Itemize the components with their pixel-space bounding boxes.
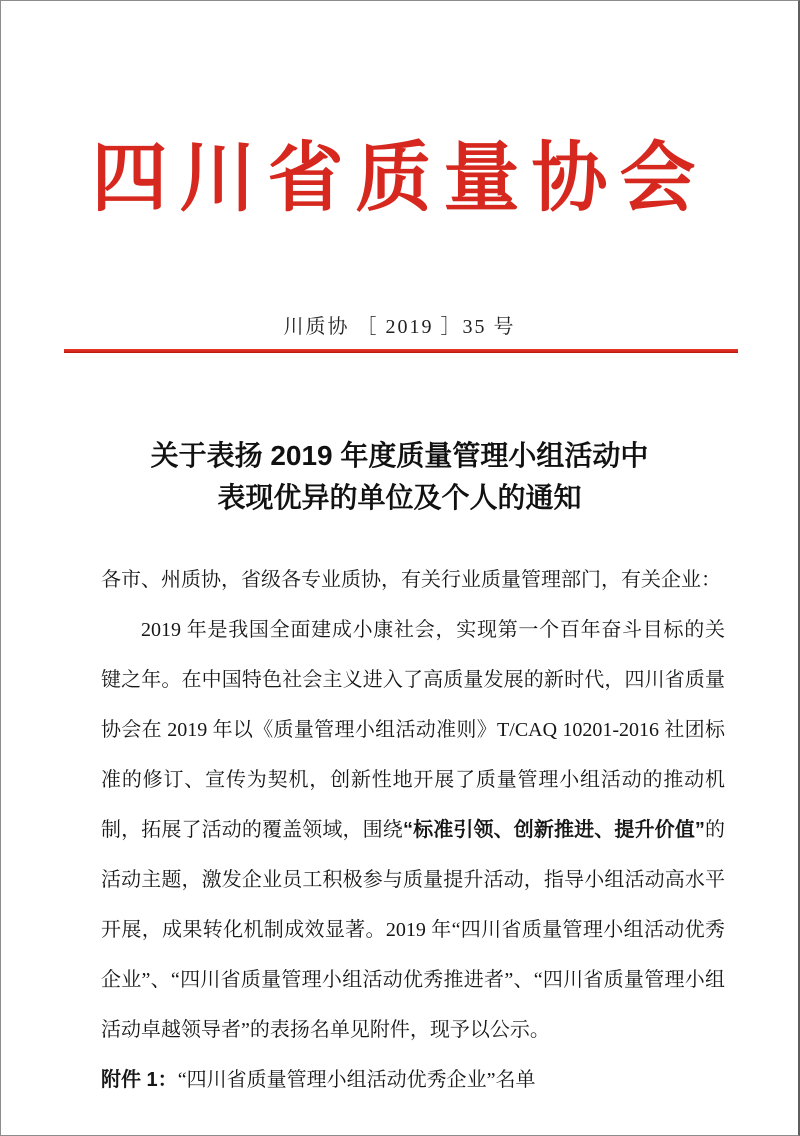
paragraph-run-3: 的活动主题，激发企业员工积极参与质量提升活动，指导小组活动高水平开展，成果转化机制成效显著。2019 年“四川省质量管理小组活动优秀企业”、“四川省质量管理小组活动优秀推进者”、“四川省质量管理小组活动卓越领导者”的表扬名单见附件，现予以公示。 (101, 819, 726, 1041)
red-divider-line (64, 349, 738, 353)
document-body (101, 555, 725, 1105)
main-paragraph (101, 605, 725, 1055)
notice-title (1, 435, 798, 519)
attachment-label: 附件 1： (101, 1069, 178, 1091)
attachment-text: “四川省质量管理小组活动优秀企业”名单 (177, 1069, 536, 1091)
paragraph-run-1: 2019 年是我国全面建成小康社会，实现第一个百年奋斗目标的关键之年。在中国特色社会主义进入了高质量发展的新时代，四川省质量协会在 2019 年以《质量管理小组活动准则》T/CAQ 10201-2016 社团标准的修订、宣传为契机，创新性地开展了质量管理小组活动的推动机制，拓展了活动的覆盖领域，围绕 (101, 619, 725, 841)
notice-title-line2: 表现优异的单位及个人的通知 (217, 482, 582, 513)
doc-number: 川质协 ［ 2019 ］35 号 (283, 316, 516, 338)
notice-title-line1: 关于表扬 2019 年度质量管理小组活动中 (150, 440, 649, 471)
attachment-line (101, 1055, 725, 1105)
org-name-header: 四川省质量协会 (91, 137, 708, 221)
salutation-line: 各市、州质协，省级各专业质协，有关行业质量管理部门，有关企业： (101, 569, 721, 591)
paragraph-run-2-bold: “标准引领、创新推进、提升价值” (402, 819, 705, 841)
